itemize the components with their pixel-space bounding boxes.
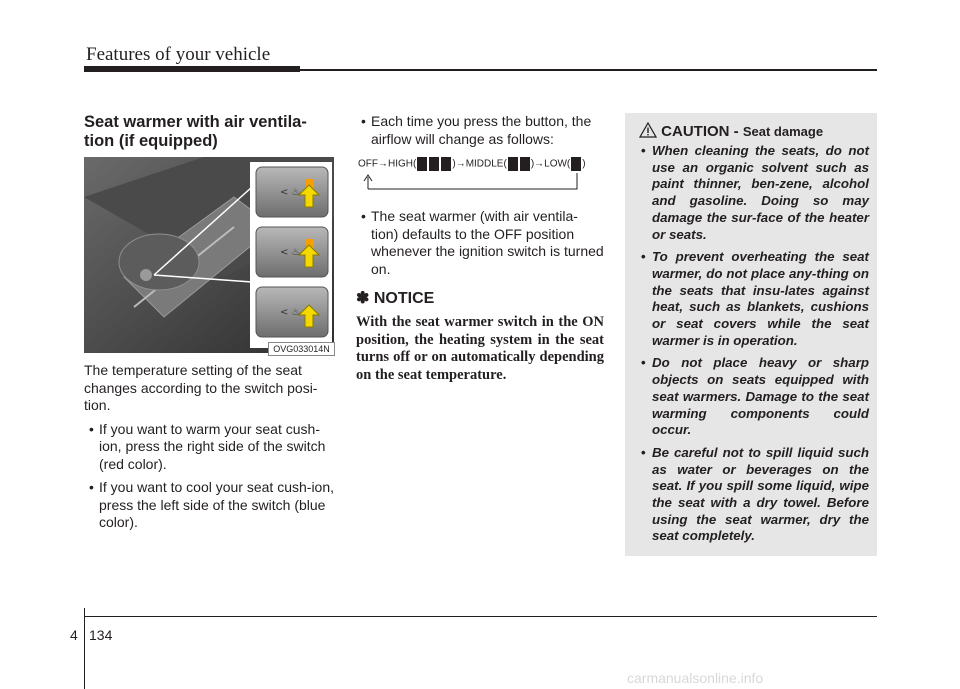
column-2-body [356, 208, 604, 384]
notice-body: With the seat warmer switch in the ON position, the heating system in the seat turns off or on automatically depending on the seat temperature. [356, 314, 604, 383]
caution-title: CAUTION - [661, 123, 743, 140]
footer-vertical-rule [84, 608, 85, 689]
seq-low: LOW( [544, 158, 571, 170]
notice-heading [356, 288, 604, 308]
column-1-body [84, 362, 334, 538]
caution-subtitle: Seat damage [742, 124, 824, 139]
warning-triangle-icon [639, 122, 657, 138]
figure-label: OVG033014N [268, 342, 335, 356]
caution-item: • To prevent overheating the seat warmer, do not place any-thing on the seats that insu-lates against heat, such as blankets, cushions or seat covers while the seat warmer is in operation. [637, 249, 869, 349]
airflow-bullet: • Each time you press the button, the airflow will change as follows: [356, 113, 604, 148]
switch-panel-1 [256, 167, 328, 217]
airflow-sequence [356, 153, 606, 193]
seq-off: OFF [358, 158, 378, 170]
notice-symbol-icon: ✽ [356, 290, 370, 307]
caution-item: • Be careful not to spill liquid such as water or beverages on the seat. If you spill some liquid, wipe the seat with a dry towel. Before using the seat warmer, dry the seat completely. [637, 445, 869, 545]
watermark: carmanualsonline.info [627, 670, 764, 686]
default-off-bullet: • The seat warmer (with air ventila-tion) defaults to the OFF position whenever the ignition switch is turned on. [356, 208, 604, 278]
seat-switch-illustration [84, 157, 334, 353]
loop-arrow-icon [356, 153, 606, 193]
switch-panel-3 [256, 287, 328, 337]
seq-middle: MIDDLE( [465, 158, 507, 170]
seq-close-1: ) [452, 158, 456, 170]
seq-close-3: ) [582, 158, 586, 170]
warm-bullet: • If you want to warm your seat cush-ion, press the right side of the switch (red color). [84, 421, 334, 474]
header-rule [300, 69, 877, 71]
seq-arrow-3: → [534, 158, 545, 170]
notice-title: NOTICE [373, 290, 435, 307]
svg-text:< ♨: < ♨ [280, 247, 301, 258]
seat-switch-figure [84, 157, 334, 353]
seq-arrow-2: → [455, 158, 466, 170]
footer-horizontal-rule [85, 616, 877, 617]
switch-panel-2 [256, 227, 328, 277]
seq-high: HIGH( [388, 158, 417, 170]
caution-item: • When cleaning the seats, do not use an organic solvent such as paint thinner, ben-zene, alcohol and gasoline. Doing so may damage the sur-face of the heater or seats. [637, 143, 869, 243]
section-title-line1: Seat warmer with air ventila- [84, 113, 307, 131]
column-1 [84, 113, 334, 151]
header-bar [84, 66, 300, 72]
svg-text:< ♨: < ♨ [280, 307, 301, 318]
cool-bullet: • If you want to cool your seat cush-ion, press the left side of the switch (blue color). [84, 479, 334, 532]
seq-arrow-1: → [378, 158, 388, 170]
temperature-paragraph: The temperature setting of the seat changes according to the switch posi-tion. [84, 362, 318, 413]
column-2 [356, 113, 604, 154]
chapter-number: 4 [70, 627, 78, 643]
caution-box [625, 113, 877, 556]
page-header-title: Features of your vehicle [86, 44, 271, 65]
page-number: 134 [89, 627, 113, 643]
seq-close-2: ) [530, 158, 535, 170]
svg-text:< ♨: < ♨ [280, 187, 301, 198]
caution-item: • Do not place heavy or sharp objects on seats equipped with seat warmers. Damage to the seat warming components could occur. [637, 355, 869, 439]
caution-heading [639, 122, 823, 140]
section-title-line2: tion (if equipped) [84, 132, 218, 150]
